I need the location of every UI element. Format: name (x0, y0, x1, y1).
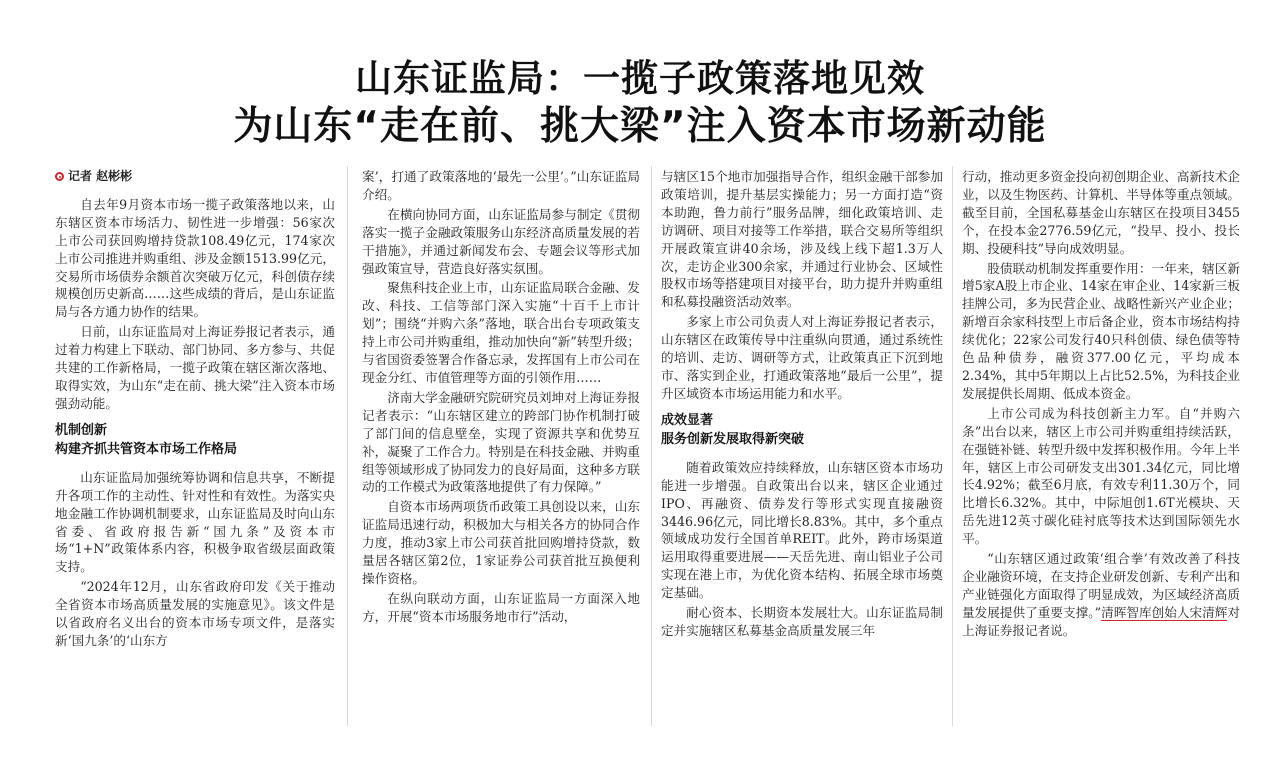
article-column-4 (962, 168, 1240, 642)
paragraph: 日前，山东证监局对上海证券报记者表示，通过着力构建上下联动、部门协同、多方参与、共促共建的工作新格局，一揽子政策在辖区渐次落地、取得实效，为山东“走在前、挑大梁”注入资本市场强劲动能。 (55, 324, 335, 411)
paragraph: 行动，推动更多资金投向初创期企业、高新技术企业，以及生物医药、计算机、半导体等重点领域。截至目前，全国私募基金山东辖区在投项目3455个，在投本金2776.59亿元，“投早、投小、投长期、投硬科技”导向成效明显。 (962, 169, 1240, 256)
column-divider (347, 166, 348, 726)
article-column-3 (661, 168, 943, 642)
paragraph: 济南大学金融研究院研究员刘坤对上海证券报记者表示：“山东辖区建立的跨部门协作机制打破了部门间的信息壁垒，实现了资源共享和优势互补，凝聚了工作合力。特别是在科技金融、并购重组等领域形成了协同发力的良好局面，这种多方联动的工作模式为政策落地提供了有力保障。” (362, 389, 640, 495)
section-subtitle: 服务创新发展取得新突破 (661, 431, 805, 447)
quote-text: “山东辖区通过政策‘组合拳’有效改善了科技企业融资环境，在支持企业研发创新、专利产出和产业链强化方面取得了明显成效，为区域经济高质量发展提供了重要支撑。” (962, 551, 1240, 620)
article-column-2 (362, 168, 640, 628)
paragraph: 山东证监局加强统筹协调和信息共享，不断提升各项工作的主动性、针对性和有效性。为落实央地金融工作协调机制要求，山东证监局及时向山东省委、省政府报告新“国九条”及资本市场“1+N”政策体系内容，积极争取省级层面政策支持。 (55, 469, 335, 575)
paragraph: 自去年9月资本市场一揽子政策落地以来，山东辖区资本市场活力、韧性进一步增强：56家次上市公司获回购增持贷款108.49亿元，174家次上市公司推进并购重组、涉及金额1513.99亿元，交易所市场债券余额首次突破万亿元，科创债存续规模创历史新高……这些成绩的背后，是山东证监局与各方通力协作的结果。 (55, 196, 335, 320)
paragraph: 上市公司成为科技创新主力军。自“并购六条”出台以来，辖区上市公司并购重组持续活跃，在强链补链、转型升级中发挥积极作用。今年上半年，辖区上市公司研发支出301.34亿元，同比增长4.92%；截至6月底，有效专利11.30万个，同比增长6.32%。其中，中际旭创1.6T光模块、天岳先进12英寸碳化硅衬底等技术达到国际领先水平。 (962, 405, 1240, 547)
section-heading (661, 411, 943, 449)
quote-attribution: 对上海证券报记者说。 (962, 604, 1241, 638)
section-heading (55, 421, 335, 459)
paragraph: 聚焦科技企业上市，山东证监局联合金融、发改、科技、工信等部门深入实施“十百千上市计划”；围绕“并购六条”落地，联合出台专项政策支持上市公司并购重组，推动加快向“新”转型升级；与省国资委签署合作备忘录，发挥国有上市公司在现金分红、市值管理等方面的引领作用…… (362, 280, 640, 385)
paragraph: 在横向协同方面，山东证监局参与制定《贯彻落实一揽子金融政策服务山东经济高质量发展的若干措施》，并通过新闻发布会、专题会议等形式加强政策宣导，营造良好落实氛围。 (362, 206, 640, 276)
section-title: 机制创新 (55, 422, 108, 438)
paragraph: “2024年12月，山东省政府印发《关于推动全省资本市场高质量发展的实施意见》。该文件是以省政府名义出台的资本市场专项文件，是落实新‘国九条’的‘山东方 (55, 579, 335, 648)
byline-text: 记者 赵彬彬 (68, 169, 133, 183)
section-subtitle: 构建齐抓共管资本市场工作格局 (55, 441, 238, 457)
paragraph: 股债联动机制发挥重要作用：一年来，辖区新增5家A股上市企业、14家在审企业、14家新三板挂牌公司，多为民营企业、战略性新兴产业企业；新增百余家科技型上市后备企业，资本市场结构持续优化；22家公司发行40只科创债、绿色债等特色品种债券，融资377.00亿元，平均成本2.34%，其中5年期以上占比52.5%，为科技企业发展提供长周期、低成本资金。 (962, 260, 1240, 401)
headline (0, 56, 1280, 152)
paragraph: 案’，打通了政策落地的‘最先一公里’。”山东证监局介绍。 (362, 169, 640, 202)
quoted-source: 清晖智库创始人宋清辉 (1101, 604, 1228, 620)
column-divider (651, 166, 652, 726)
headline-line-2: 为山东“走在前、挑大梁”注入资本市场新动能 (233, 104, 1047, 149)
paragraph: 多家上市公司负责人对上海证券报记者表示，山东辖区在政策传导中注重纵向贯通，通过系统性的培训、走访、调研等方式，让政策真正下沉到地市、落实到企业，打通政策落地“最后一公里”，提升区域资本市场运用能力和水平。 (661, 314, 943, 401)
paragraph (962, 550, 1240, 640)
reporter-mark-icon (55, 172, 64, 181)
headline-line-1: 山东证监局：一揽子政策落地见效 (355, 57, 925, 100)
byline (55, 168, 335, 186)
column-divider (952, 166, 953, 726)
paragraph: 耐心资本、长期资本发展壮大。山东证监局制定并实施辖区私募基金高质量发展三年 (661, 605, 943, 638)
section-title: 成效显著 (661, 412, 714, 428)
paragraph: 与辖区15个地市加强指导合作，组织金融干部参加政策培训，提升基层实操能力；另一方面打造“资本助跑，鲁力前行”服务品牌，细化政策培训、走访调研、项目对接等工作举措，联合交易所等组织开展政策宣讲40余场，涉及线上线下超1.3万人次，走访企业300余家，并通过行业协会、区域性股权市场等搭建项目对接平台，助力提升并购重组和私募投融资活动效率。 (661, 169, 943, 310)
paragraph: 随着政策效应持续释放，山东辖区资本市场功能进一步增强。自政策出台以来，辖区企业通过IPO、再融资、债券发行等形式实现直接融资3446.96亿元，同比增长8.83%。其中，多个重点领域成功发行全国首单REIT。此外，跨市场渠道运用取得重要进展——天岳先进、南山铝业子公司实现在港上市，为优化资本结构、拓展全球市场奠定基础。 (661, 459, 943, 601)
paragraph: 在纵向联动方面，山东证监局一方面深入地方，开展“资本市场服务地市行”活动， (362, 590, 640, 624)
article-column-1 (55, 168, 335, 652)
paragraph: 自资本市场两项货币政策工具创设以来，山东证监局迅速行动，积极加大与相关各方的协同合作力度，推动3家上市公司获首批回购增持贷款，数量居各辖区第2位，1家证券公司获首批互换便利操作资格。 (362, 499, 640, 586)
